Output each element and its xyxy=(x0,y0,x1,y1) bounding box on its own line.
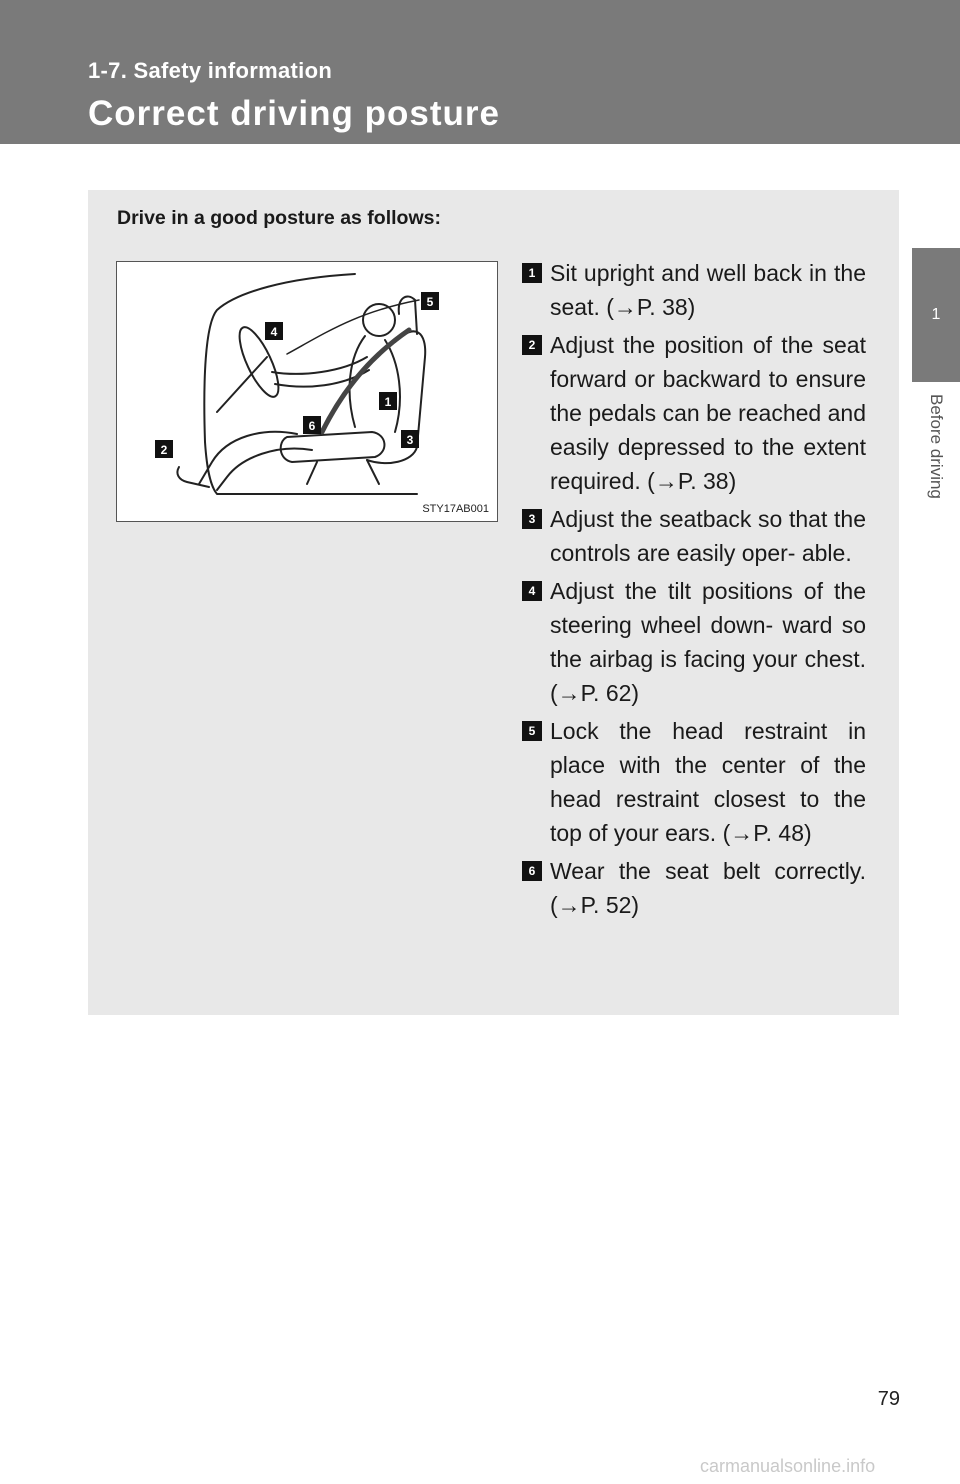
intro-text: Drive in a good posture as follows: xyxy=(117,207,441,229)
callout-6: 6 xyxy=(308,419,316,433)
callout-2: 2 xyxy=(160,443,168,457)
step-text: Adjust the tilt positions of the steering wheel down- ward so the airbag is facing your chest. (→P. 62) xyxy=(550,578,866,706)
step-text: Wear the seat belt correctly. (→P. 52) xyxy=(550,858,866,918)
step-item xyxy=(522,714,866,850)
chapter-tab-number: 1 xyxy=(912,248,960,382)
step-item xyxy=(522,854,866,922)
step-item xyxy=(522,328,866,498)
watermark: carmanualsonline.info xyxy=(700,1456,876,1476)
step-number-badge: 4 xyxy=(522,581,542,601)
step-number-badge: 3 xyxy=(522,509,542,529)
step-number-badge: 2 xyxy=(522,335,542,355)
callout-5: 5 xyxy=(426,295,434,309)
step-number-badge: 6 xyxy=(522,861,542,881)
driving-posture-illustration xyxy=(116,261,498,522)
callout-3: 3 xyxy=(406,433,414,447)
callout-1: 1 xyxy=(384,395,392,409)
page-header xyxy=(0,0,960,144)
figure-code: STY17AB001 xyxy=(422,503,489,515)
step-item xyxy=(522,502,866,570)
posture-steps-list xyxy=(522,256,866,926)
step-text: Adjust the seatback so that the controls are easily oper- able. xyxy=(550,506,866,566)
page-title: Correct driving posture xyxy=(88,94,500,133)
step-item xyxy=(522,574,866,710)
step-text: Sit upright and well back in the seat. (→P. 38) xyxy=(550,260,866,320)
step-number-badge: 5 xyxy=(522,721,542,741)
section-label: 1-7. Safety information xyxy=(88,58,333,83)
chapter-tab-label-text: Before driving xyxy=(927,394,946,499)
chapter-tab-label xyxy=(912,392,960,542)
step-text: Adjust the position of the seat forward or backward to ensure the pedals can be reached and easily depressed to the extent required. (→P. 38) xyxy=(550,332,866,494)
step-text: Lock the head restraint in place with the center of the head restraint closest to the top of your ears. (→P. 48) xyxy=(550,718,866,846)
step-item xyxy=(522,256,866,324)
driver-seat-drawing xyxy=(117,262,497,521)
page-number: 79 xyxy=(877,1388,900,1410)
step-number-badge: 1 xyxy=(522,263,542,283)
callout-4: 4 xyxy=(270,325,278,339)
